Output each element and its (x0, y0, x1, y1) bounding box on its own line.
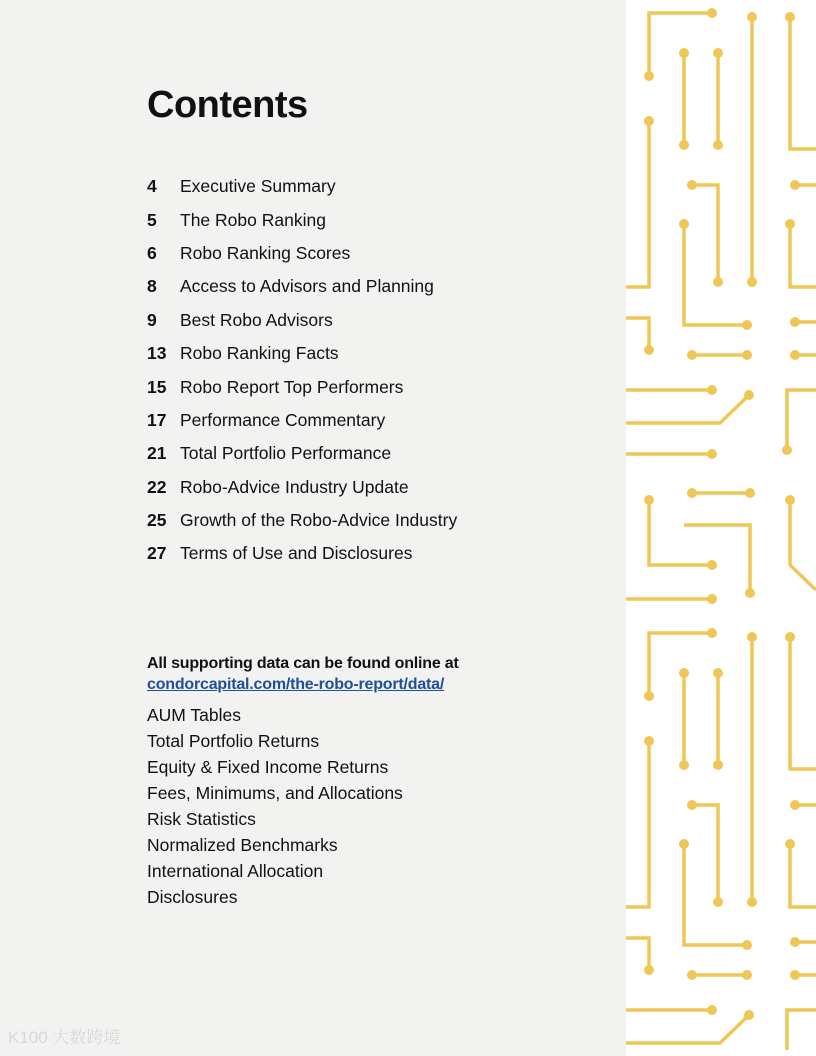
list-item: Disclosures (147, 887, 238, 907)
supporting-data-section (147, 655, 459, 910)
toc-page: 15 (147, 376, 167, 397)
page-title: Contents (147, 84, 308, 126)
toc-label: Total Portfolio Performance (180, 443, 392, 464)
toc-page: 22 (147, 476, 167, 497)
toc-page: 8 (147, 276, 157, 297)
toc-label: Robo Ranking Scores (180, 242, 351, 263)
list-item: Total Portfolio Returns (147, 731, 320, 751)
table-of-contents (147, 170, 457, 571)
toc-item[interactable] (147, 437, 457, 470)
toc-page: 5 (147, 209, 157, 230)
toc-item[interactable] (147, 203, 457, 236)
supporting-data-link[interactable]: condorcapital.com/the-robo-report/data/ (147, 676, 445, 693)
watermark-logo: K100 大数跨境 (8, 1028, 121, 1047)
circuit-pattern-panel (626, 0, 816, 1056)
toc-label: The Robo Ranking (180, 209, 326, 230)
toc-item[interactable] (147, 337, 457, 370)
toc-page: 27 (147, 543, 167, 564)
list-item: AUM Tables (147, 705, 242, 725)
toc-label: Executive Summary (180, 176, 336, 197)
toc-item[interactable] (147, 370, 457, 403)
toc-label: Best Robo Advisors (180, 309, 333, 330)
toc-label: Terms of Use and Disclosures (180, 543, 413, 564)
supporting-data-list (147, 702, 459, 910)
list-item: Fees, Minimums, and Allocations (147, 783, 403, 803)
toc-label: Robo Ranking Facts (180, 343, 339, 364)
toc-page: 25 (147, 510, 167, 531)
toc-label: Performance Commentary (180, 409, 386, 430)
list-item: Equity & Fixed Income Returns (147, 757, 389, 777)
toc-page: 6 (147, 242, 157, 263)
toc-page: 21 (147, 443, 167, 464)
circuit-pattern-graphic (626, 0, 816, 1056)
list-item: Risk Statistics (147, 809, 256, 829)
circuit-lines (626, 13, 816, 1050)
toc-item[interactable] (147, 170, 457, 203)
circuit-nodes (644, 8, 800, 1020)
toc-item[interactable] (147, 237, 457, 270)
toc-item[interactable] (147, 471, 457, 504)
toc-item[interactable] (147, 270, 457, 303)
list-item: International Allocation (147, 861, 324, 881)
list-item: Normalized Benchmarks (147, 835, 338, 855)
toc-label: Access to Advisors and Planning (180, 276, 434, 297)
toc-item[interactable] (147, 504, 457, 537)
toc-item[interactable] (147, 537, 457, 570)
toc-page: 9 (147, 309, 157, 330)
toc-label: Growth of the Robo-Advice Industry (180, 510, 458, 531)
toc-label: Robo-Advice Industry Update (180, 476, 409, 497)
toc-item[interactable] (147, 404, 457, 437)
toc-page: 4 (147, 176, 157, 197)
toc-page: 17 (147, 409, 167, 430)
toc-item[interactable] (147, 304, 457, 337)
supporting-data-lead: All supporting data can be found online at (147, 655, 459, 672)
toc-page: 13 (147, 343, 167, 364)
toc-label: Robo Report Top Performers (180, 376, 404, 397)
